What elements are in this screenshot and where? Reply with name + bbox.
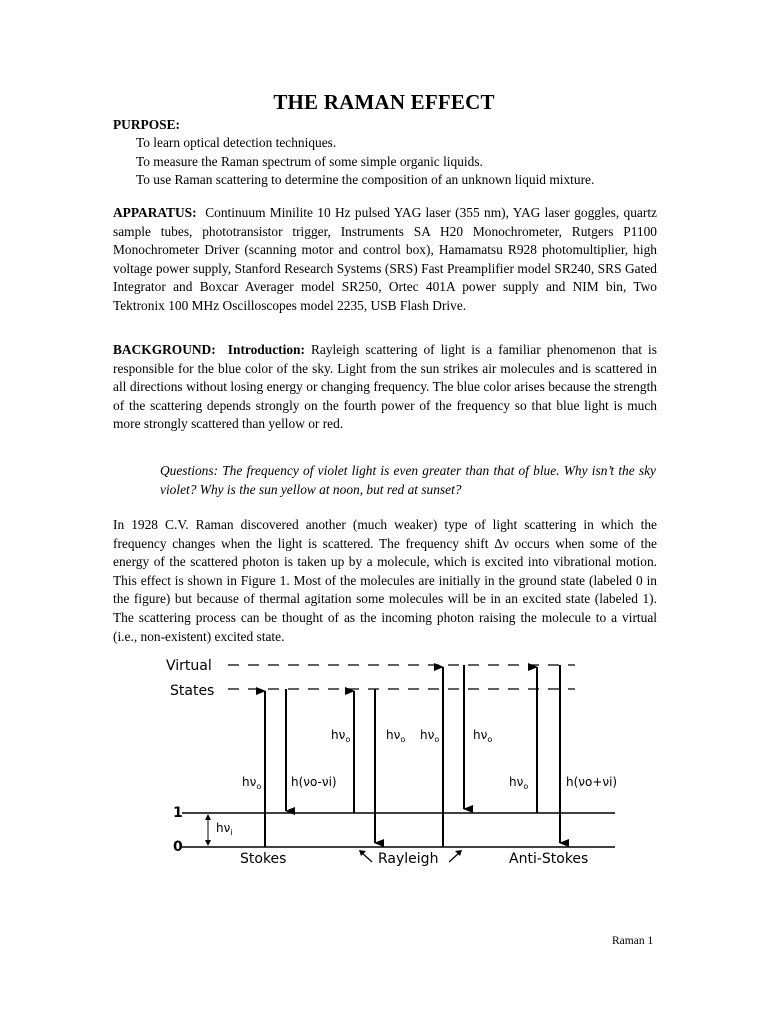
apparatus-heading: APPARATUS: <box>113 205 197 220</box>
rayleigh-0-hvo-up-label: $h\nu_o$ <box>420 728 440 744</box>
apparatus-paragraph <box>113 204 657 316</box>
page-title: THE RAMAN EFFECT <box>273 90 495 114</box>
introduction-subheading: Introduction: <box>227 342 305 357</box>
page-footer: Raman 1 <box>612 935 654 947</box>
level-1-label: 1 <box>173 805 183 821</box>
background-text: Rayleigh scattering of light is a familiar phenomenon that is responsible for the blue color of the sky. Light from the sun strikes air molecules and is scattered in all directions without losing energy or changing frequency. The blue color arises because the strength of the scattering depends strongly on the fourth power of the frequency so that blue light is much more strongly scattered than yellow or red. <box>113 342 657 432</box>
antistokes-hvo-label: $h\nu_o$ <box>509 775 529 791</box>
rayleigh-label: Rayleigh <box>378 851 439 867</box>
raman-paragraph: In 1928 C.V. Raman discovered another (much weaker) type of light scattering in which the frequency changes when the light is scattered. The frequency shift Δν occurs when some of the energy of the scattered photon is taken up by a molecule, which is excited into vibrational motion. This effect is shown in Figure 1. Most of the molecules are initially in the ground state (labeled 0 in the figure) but because of thermal agitation some molecules will be in an excited state (labeled 1). The scattering process can be thought of as the incoming photon raising the molecule to a virtual (i.e., non-existent) excited state. <box>113 517 657 644</box>
purpose-item: To learn optical detection techniques. <box>136 135 337 150</box>
purpose-list <box>136 134 666 190</box>
level-0-label: 0 <box>173 839 183 855</box>
rayleigh-1-hvo-up-label: $h\nu_o$ <box>331 728 351 744</box>
energy-level-diagram <box>160 650 630 876</box>
background-paragraph <box>113 341 657 434</box>
purpose-item: To measure the Raman spectrum of some simple organic liquids. <box>136 153 483 169</box>
hvi-arrowhead-up <box>205 814 211 820</box>
rayleigh-1-hvo-down-label: $h\nu_o$ <box>386 728 406 744</box>
stokes-hvo-label: $h\nu_o$ <box>242 775 262 791</box>
purpose-item: To use Raman scattering to determine the composition of an unknown liquid mixture. <box>136 172 595 188</box>
hvi-arrowhead-down <box>205 840 211 846</box>
background-heading: BACKGROUND: <box>113 342 216 357</box>
virtual-label: Virtual <box>166 658 212 674</box>
antistokes-shift-label: h(νo+νi) <box>566 775 618 789</box>
rayleigh-0-hvo-down-label: $h\nu_o$ <box>473 728 493 744</box>
stokes-label: Stokes <box>240 851 287 867</box>
purpose-heading: PURPOSE: <box>113 117 180 132</box>
anti-stokes-label: Anti-Stokes <box>509 851 589 867</box>
hvi-label: $h\nu_i$ <box>216 821 233 837</box>
states-label: States <box>170 683 215 699</box>
apparatus-text: Continuum Minilite 10 Hz pulsed YAG laser (355 nm), YAG laser goggles, quartz sample tubes, phototransistor trigger, Instruments SA H20 Monochrometer, Rutgers P1100 Monochrometer Driver (scanning motor and control box), Hamamatsu R928 photomultiplier, high voltage power supply, Stanford Research Systems (SRS) Fast Preamplifier model SR240, SRS Gated Integrator and Boxcar Averager model SR250, Ortec 401A power supply and NIM bin, Two Tektronix 100 MHz Oscilloscopes model 2235, USB Flash Drive. <box>113 205 657 313</box>
questions-paragraph: Questions: The frequency of violet light is even greater than that of blue. Why isn’t the sky violet? Why is the sun yellow at noon, but red at sunset? <box>160 463 656 497</box>
stokes-shift-label: h(νo-νi) <box>291 775 337 789</box>
